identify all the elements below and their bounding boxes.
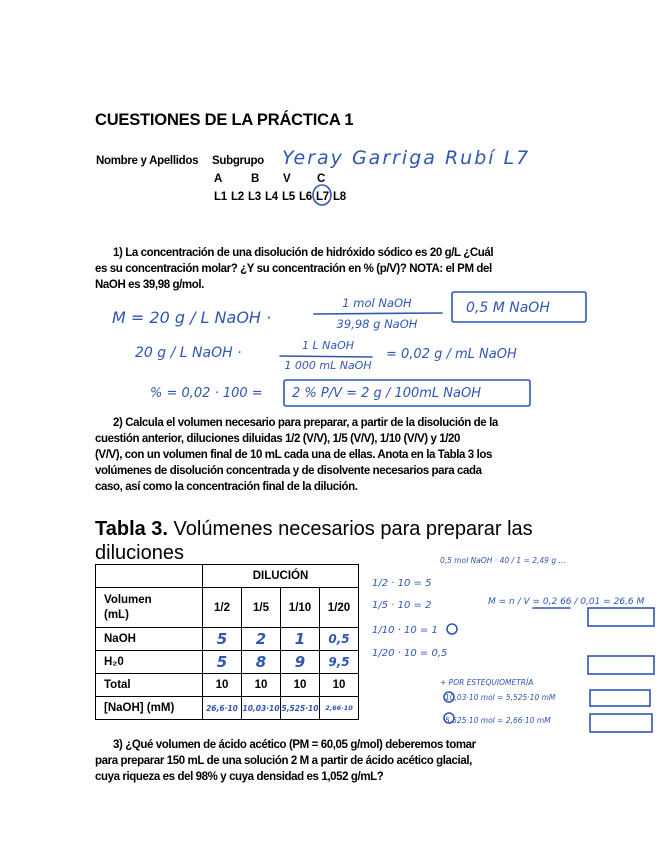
page-title: CUESTIONES DE LA PRÁCTICA 1 [95, 111, 354, 129]
cell: 5 [203, 651, 242, 674]
volume-label-2: (mL) [104, 608, 129, 621]
result-box-1 [452, 292, 586, 322]
q2-line-4: volúmenes de disolución concentrada y de disolvente necesarios para cada [95, 465, 482, 477]
side-note-1: 0,5 mol NaOH · 40 / 1 = 2,49 g ... [440, 556, 566, 565]
table-group-header: DILUCIÓN [203, 565, 359, 588]
q2-line-5: caso, así como la concentración final de la dilución. [95, 481, 358, 493]
cell: 9,5 [320, 651, 359, 674]
side-note-8: 10,03·10 mol = 5,525·10 mM [445, 693, 556, 702]
col-header-1-2: 1/2 [203, 588, 242, 628]
q1-hand-line1-den: 39,98 g NaOH [336, 317, 418, 331]
q1-line-3: NaOH es 39,98 g/mol. [95, 279, 204, 291]
q3-line-3: cuya riqueza es del 98% y cuya densidad es 1,052 g/mL? [95, 771, 384, 783]
q1-hand-line1-left: M = 20 g / L NaOH · [112, 308, 272, 327]
letter-a: A [214, 173, 223, 185]
cell: 2 [242, 628, 281, 651]
q2-line-3: (V/V), con un volumen final de 10 mL cada una de ellas. Anota en la Tabla 3 los [95, 449, 492, 461]
q1-hand-line2-left: 20 g / L NaOH · [135, 345, 242, 361]
circle-l7-mark [313, 185, 331, 205]
fraction-bar-1 [314, 313, 442, 314]
circled-mark-b [444, 692, 454, 702]
col-header-1-10: 1/10 [281, 588, 320, 628]
letter-c: C [317, 173, 326, 185]
lab-5: L5 [282, 191, 295, 203]
q1-hand-line3-result: 2 % P/V = 2 g / 100mL NaOH [292, 386, 482, 401]
cell: 1 [281, 628, 320, 651]
q1-line-1: 1) La concentración de una disolución de hidróxido sódico es 20 g/L ¿Cuál [113, 247, 494, 259]
lab-3: L3 [248, 191, 261, 203]
cell: 26,6·10 [203, 697, 242, 720]
q1-hand-line1-num: 1 mol NaOH [342, 296, 412, 310]
cell: 2,66·10 [320, 697, 359, 720]
table-caption-line2: diluciones [95, 542, 184, 564]
cell: 10 [281, 674, 320, 697]
cell: 10,03·10 [242, 697, 281, 720]
cell: 5 [203, 628, 242, 651]
table-caption-bold: Tabla 3. [95, 518, 168, 540]
q3-line-1: 3) ¿Qué volumen de ácido acético (PM = 60,05 g/mol) deberemos tomar [113, 739, 476, 751]
letter-v: V [283, 173, 291, 185]
result-box-2 [284, 380, 530, 406]
row-label-total: Total [96, 674, 203, 697]
result-box-side-2 [588, 656, 654, 674]
lab-6: L6 [299, 191, 312, 203]
lab-7: L7 [316, 191, 329, 203]
q1-line-2: es su concentración molar? ¿Y su concentración en % (p/V)? NOTA: el PM del [95, 263, 492, 275]
side-note-5: 1/20 · 10 = 0,5 [372, 648, 448, 659]
side-note-7: + POR ESTEQUIOMETRÍA [440, 678, 534, 687]
subgroup-label: Subgrupo [212, 155, 264, 167]
col-header-1-5: 1/5 [242, 588, 281, 628]
cell: 8 [242, 651, 281, 674]
table-caption-rest: Volúmenes necesarios para preparar las [168, 518, 533, 540]
lab-2: L2 [231, 191, 244, 203]
circled-mark-c [444, 713, 454, 723]
row-label-h2o: H₂0 [96, 651, 203, 674]
cell: 0,5 [320, 628, 359, 651]
name-label: Nombre y Apellidos [96, 155, 199, 167]
result-box-side-3 [590, 690, 650, 706]
result-box-side-4 [590, 714, 652, 732]
question-3 [95, 737, 563, 785]
fraction-bar-2 [280, 356, 372, 357]
row-label-naoh: NaOH [96, 628, 203, 651]
volume-label-1: Volumen [104, 593, 152, 606]
col-header-1-20: 1/20 [320, 588, 359, 628]
q3-line-2: para preparar 150 mL de una solución 2 M a partir de ácido acético glacial, [95, 755, 472, 767]
side-note-6: M = n / V = 0,2 66 / 0,01 = 26,6 M [488, 597, 645, 607]
lab-4: L4 [265, 191, 278, 203]
row-label-concentration: [NaOH] (mM) [96, 697, 203, 720]
q1-hand-line3-left: % = 0,02 · 100 = [150, 386, 263, 401]
cell: 9 [281, 651, 320, 674]
cell: 10 [320, 674, 359, 697]
q1-hand-line1-result: 0,5 M NaOH [466, 300, 550, 316]
cell: 5,525·10 [281, 697, 320, 720]
student-name-handwritten: Yeray Garriga Rubí L7 [282, 147, 531, 169]
lab-8: L8 [333, 191, 346, 203]
q1-hand-line2-den: 1 000 mL NaOH [284, 359, 372, 372]
q1-hand-line2-num: 1 L NaOH [301, 339, 355, 352]
q2-line-1: 2) Calcula el volumen necesario para preparar, a partir de la disolución de la [113, 417, 498, 429]
side-note-9: 5,525·10 mol = 2,66·10 mM [445, 716, 551, 725]
lab-1: L1 [214, 191, 227, 203]
circled-mark-a [447, 624, 457, 634]
cell: 10 [203, 674, 242, 697]
q1-hand-line2-result: = 0,02 g / mL NaOH [386, 347, 517, 362]
letter-b: B [251, 173, 260, 185]
q2-line-2: cuestión anterior, diluciones diluidas 1/2 (V/V), 1/5 (V/V), 1/10 (V/V) y 1/20 [95, 433, 461, 445]
side-note-3: 1/5 · 10 = 2 [372, 600, 432, 611]
cell: 10 [242, 674, 281, 697]
side-note-2: 1/2 · 10 = 5 [372, 578, 432, 589]
side-note-4: 1/10 · 10 = 1 [372, 625, 438, 636]
result-box-side-1 [588, 608, 654, 626]
